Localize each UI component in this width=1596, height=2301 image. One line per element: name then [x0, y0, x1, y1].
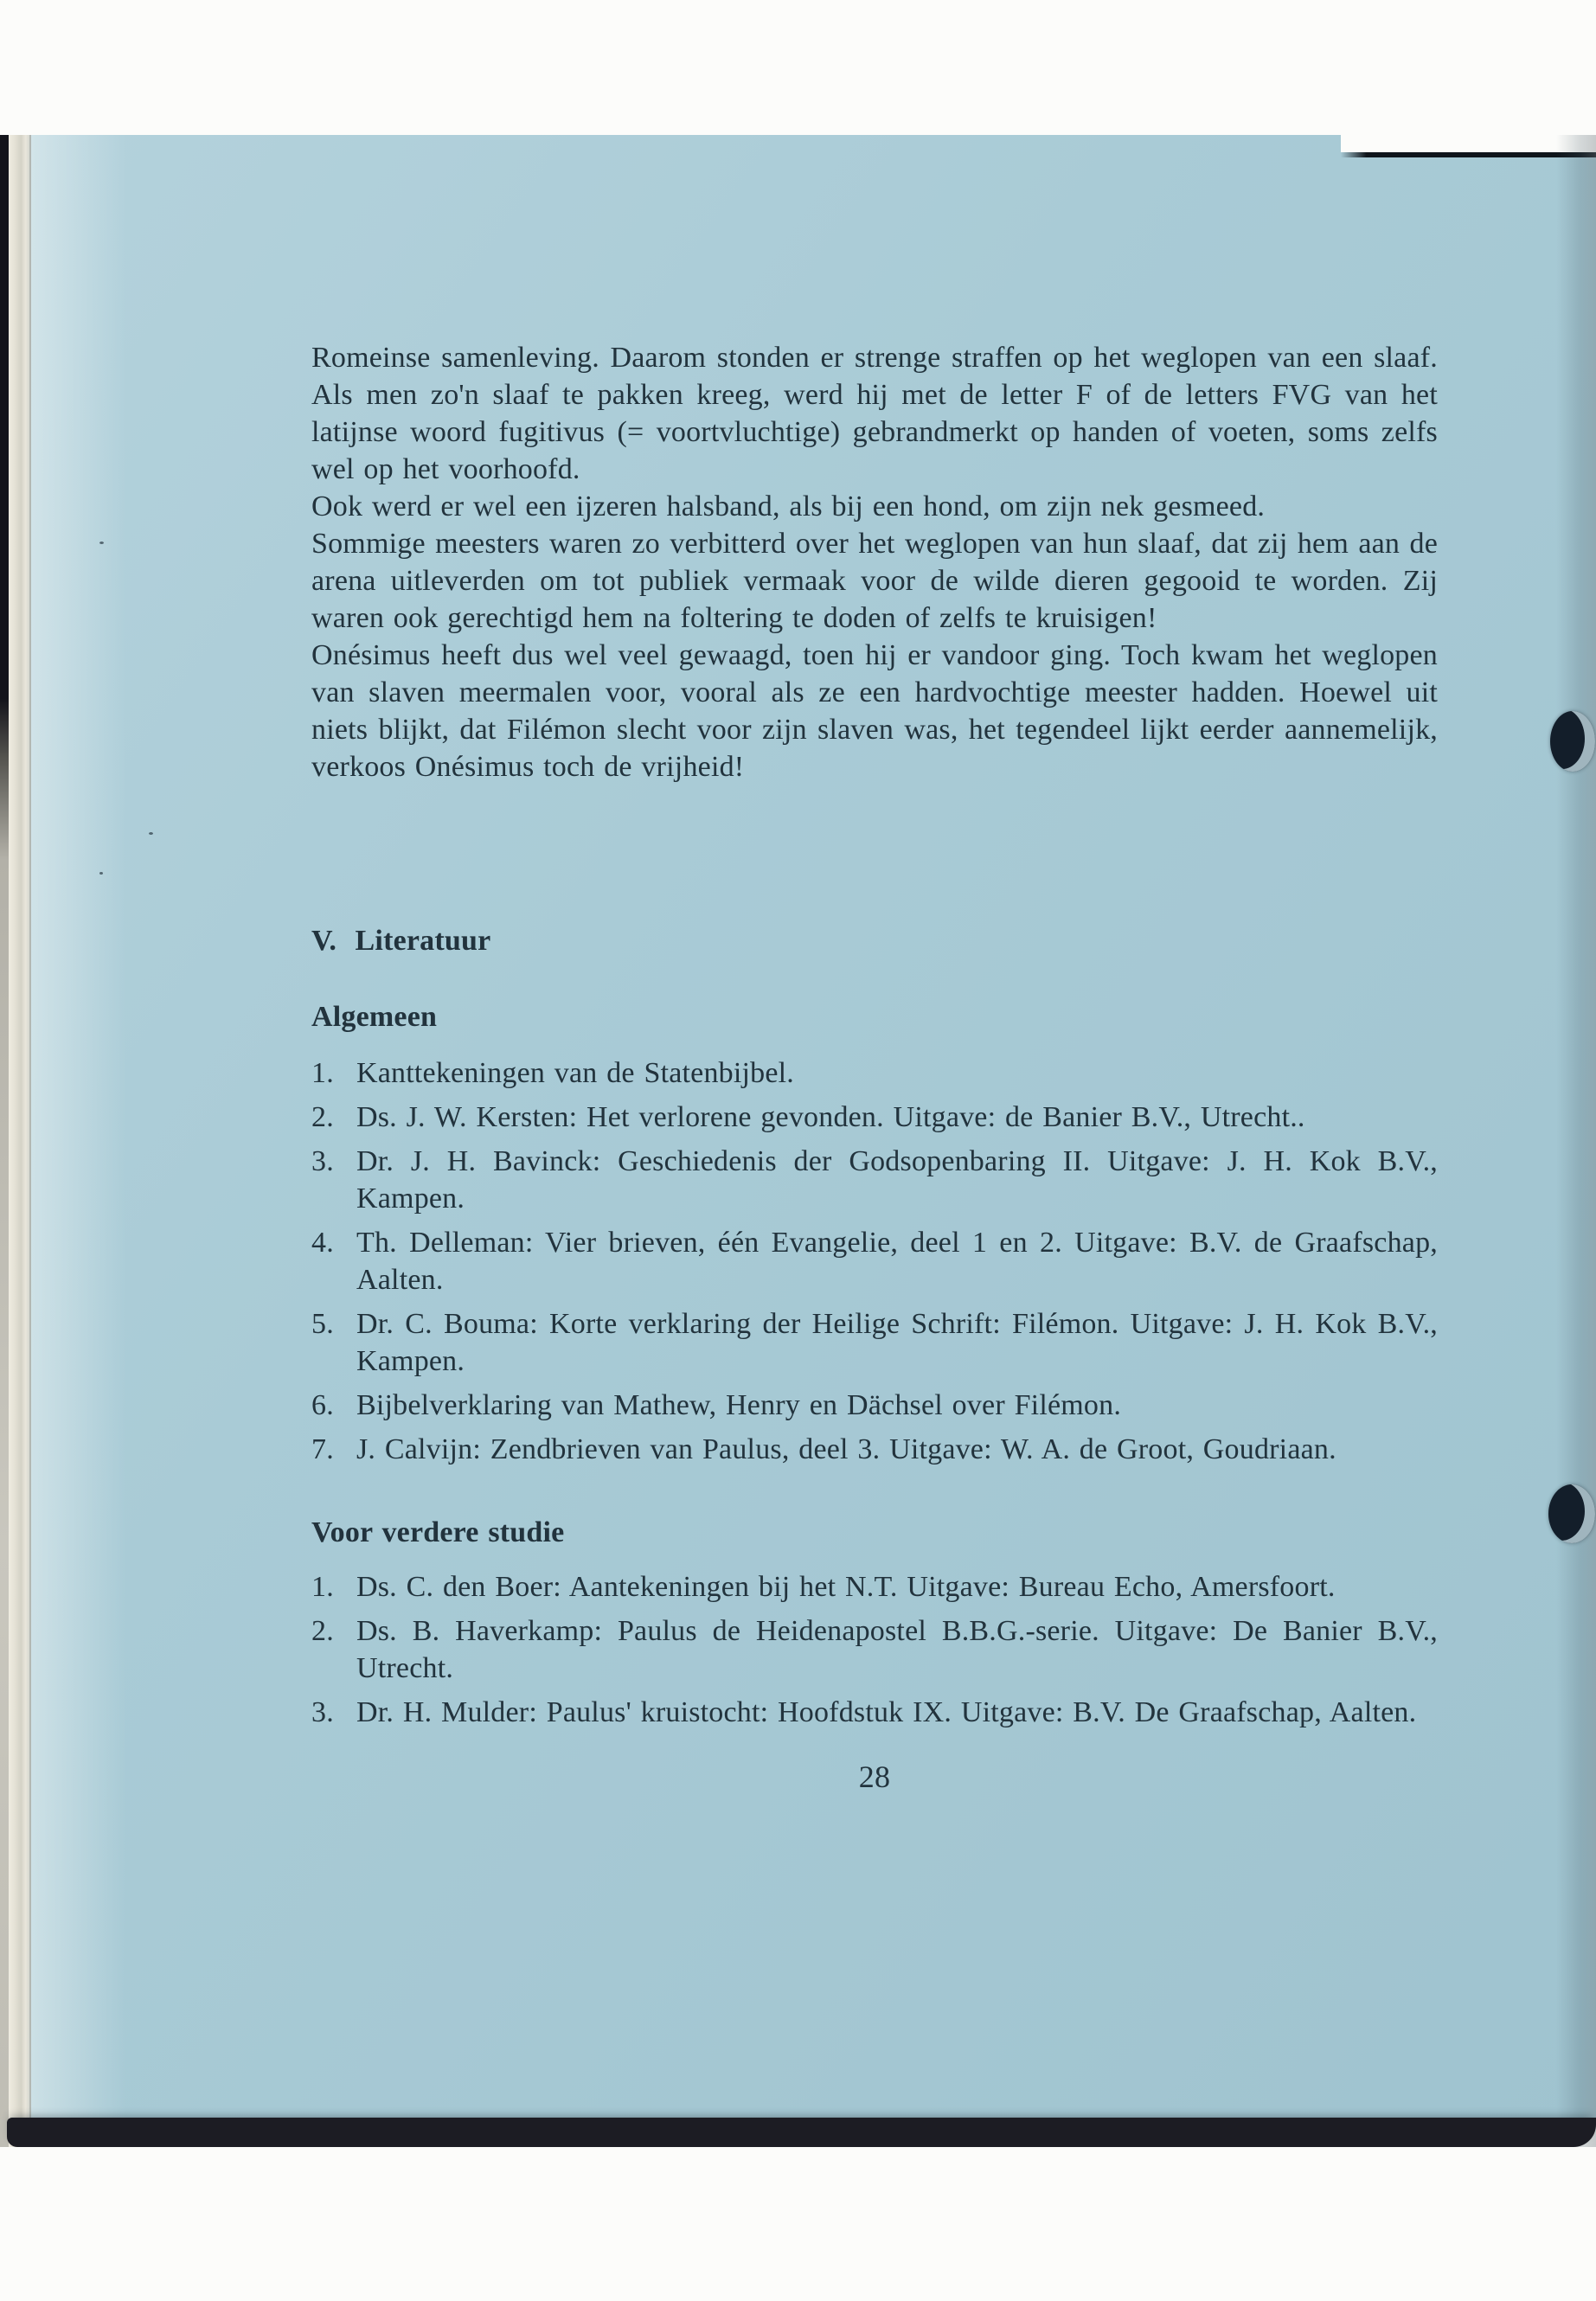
- literature-item: [311, 1387, 1438, 1424]
- scan-speck: [99, 542, 104, 544]
- item-text: Dr. J. H. Bavinck: Geschiedenis der Godsopenbaring II. Uitgave: J. H. Kok B.V., Kampen.: [356, 1145, 1438, 1215]
- page-bottom-edge: [7, 2118, 1596, 2147]
- section-heading-algemeen: Algemeen: [311, 1001, 438, 1033]
- item-text: Ds. C. den Boer: Aantekeningen bij het N.T. Uitgave: Bureau Echo, Amersfoort.: [356, 1571, 1336, 1603]
- section-voor-verdere-studie: [311, 1514, 1438, 1731]
- page-right-shade: [1556, 135, 1596, 2147]
- literature-item: [311, 1612, 1438, 1687]
- binder-hole-top: [1550, 711, 1595, 772]
- page-content: [311, 339, 1438, 1796]
- literature-item: [311, 1568, 1438, 1606]
- item-number: 4.: [311, 1227, 334, 1259]
- item-text: J. Calvijn: Zendbrieven van Paulus, deel 3. Uitgave: W. A. de Groot, Goudriaan.: [356, 1433, 1336, 1465]
- item-text: Kanttekeningen van de Statenbijbel.: [356, 1057, 794, 1089]
- paragraph: Sommige meesters waren zo verbitterd over het weglopen van hun slaaf, dat zij hem aan de arena uitleverden om tot publiek vermaak voor de wilde dieren gegooid te worden. Zij waren ook gerechtigd hem na foltering te doden of zelfs te kruisigen!: [311, 528, 1438, 634]
- literature-item: [311, 1099, 1438, 1136]
- literature-item: [311, 1224, 1438, 1298]
- item-number: 1.: [311, 1057, 334, 1089]
- literature-item: [311, 1431, 1438, 1468]
- section-heading-voor-verdere-studie: Voor verdere studie: [311, 1516, 565, 1548]
- scanned-book-page: [0, 135, 1596, 2147]
- item-number: 5.: [311, 1308, 334, 1340]
- item-number: 2.: [311, 1101, 334, 1133]
- page-number: 28: [858, 1759, 891, 1794]
- section-algemeen: [311, 998, 1438, 1468]
- item-text: Dr. H. Mulder: Paulus' kruistocht: Hoofdstuk IX. Uitgave: B.V. De Graafschap, Aalten.: [356, 1696, 1417, 1728]
- literature-list-algemeen: [311, 1054, 1438, 1468]
- paragraph: Ook werd er wel een ijzeren halsband, als bij een hond, om zijn nek gesmeed.: [311, 490, 1266, 522]
- item-text: Bijbelverklaring van Mathew, Henry en Dächsel over Filémon.: [356, 1389, 1122, 1421]
- literature-item: [311, 1305, 1438, 1380]
- gutter-highlight: [31, 135, 126, 2147]
- scan-speck: [99, 872, 103, 875]
- literature-item: [311, 1143, 1438, 1217]
- paragraph: Onésimus heeft dus wel veel gewaagd, toen hij er vandoor ging. Toch kwam het weglopen van slaven meermalen voor, vooral als ze een hardvochtige meester hadden. Hoewel uit niets blijkt, dat Filémon slecht voor zijn slaven was, het tegendeel lijkt eerder aannemelijk, verkoos Onésimus toch de vrijheid!: [311, 639, 1438, 783]
- literature-list-voor-verdere-studie: [311, 1568, 1438, 1731]
- body-text: [311, 339, 1438, 785]
- scan-speck: [149, 832, 153, 835]
- item-text: Ds. B. Haverkamp: Paulus de Heidenapostel B.B.G.-serie. Uitgave: De Banier B.V., Utrecht.: [356, 1615, 1438, 1684]
- literature-item: [311, 1054, 1438, 1092]
- literature-item: [311, 1694, 1438, 1731]
- item-number: 3.: [311, 1696, 334, 1728]
- item-text: Dr. C. Bouma: Korte verklaring der Heilige Schrift: Filémon. Uitgave: J. H. Kok B.V., Kampen.: [356, 1308, 1438, 1377]
- item-number: 6.: [311, 1389, 334, 1421]
- binder-hole-bottom: [1548, 1484, 1595, 1543]
- item-number: 2.: [311, 1615, 334, 1647]
- item-text: Th. Delleman: Vier brieven, één Evangelie, deel 1 en 2. Uitgave: B.V. de Graafschap, Aalten.: [356, 1227, 1438, 1296]
- item-number: 3.: [311, 1145, 334, 1177]
- literature-heading: V. Literatuur: [311, 925, 491, 957]
- paper-edge-strip: [9, 135, 31, 2147]
- item-number: 7.: [311, 1433, 334, 1465]
- item-text: Ds. J. W. Kersten: Het verlorene gevonden. Uitgave: de Banier B.V., Utrecht..: [356, 1101, 1305, 1133]
- book-spine-edge: [0, 135, 9, 2147]
- paragraph: Romeinse samenleving. Daarom stonden er strenge straffen op het weglopen van een slaaf. Als men zo'n slaaf te pakken kreeg, werd hij met de letter F of de letters FVG van het latijnse woord fugitivus (= voortvluchtige) gebrandmerkt op handen of voeten, soms zelfs wel op het voorhoofd.: [311, 342, 1438, 485]
- item-number: 1.: [311, 1571, 334, 1603]
